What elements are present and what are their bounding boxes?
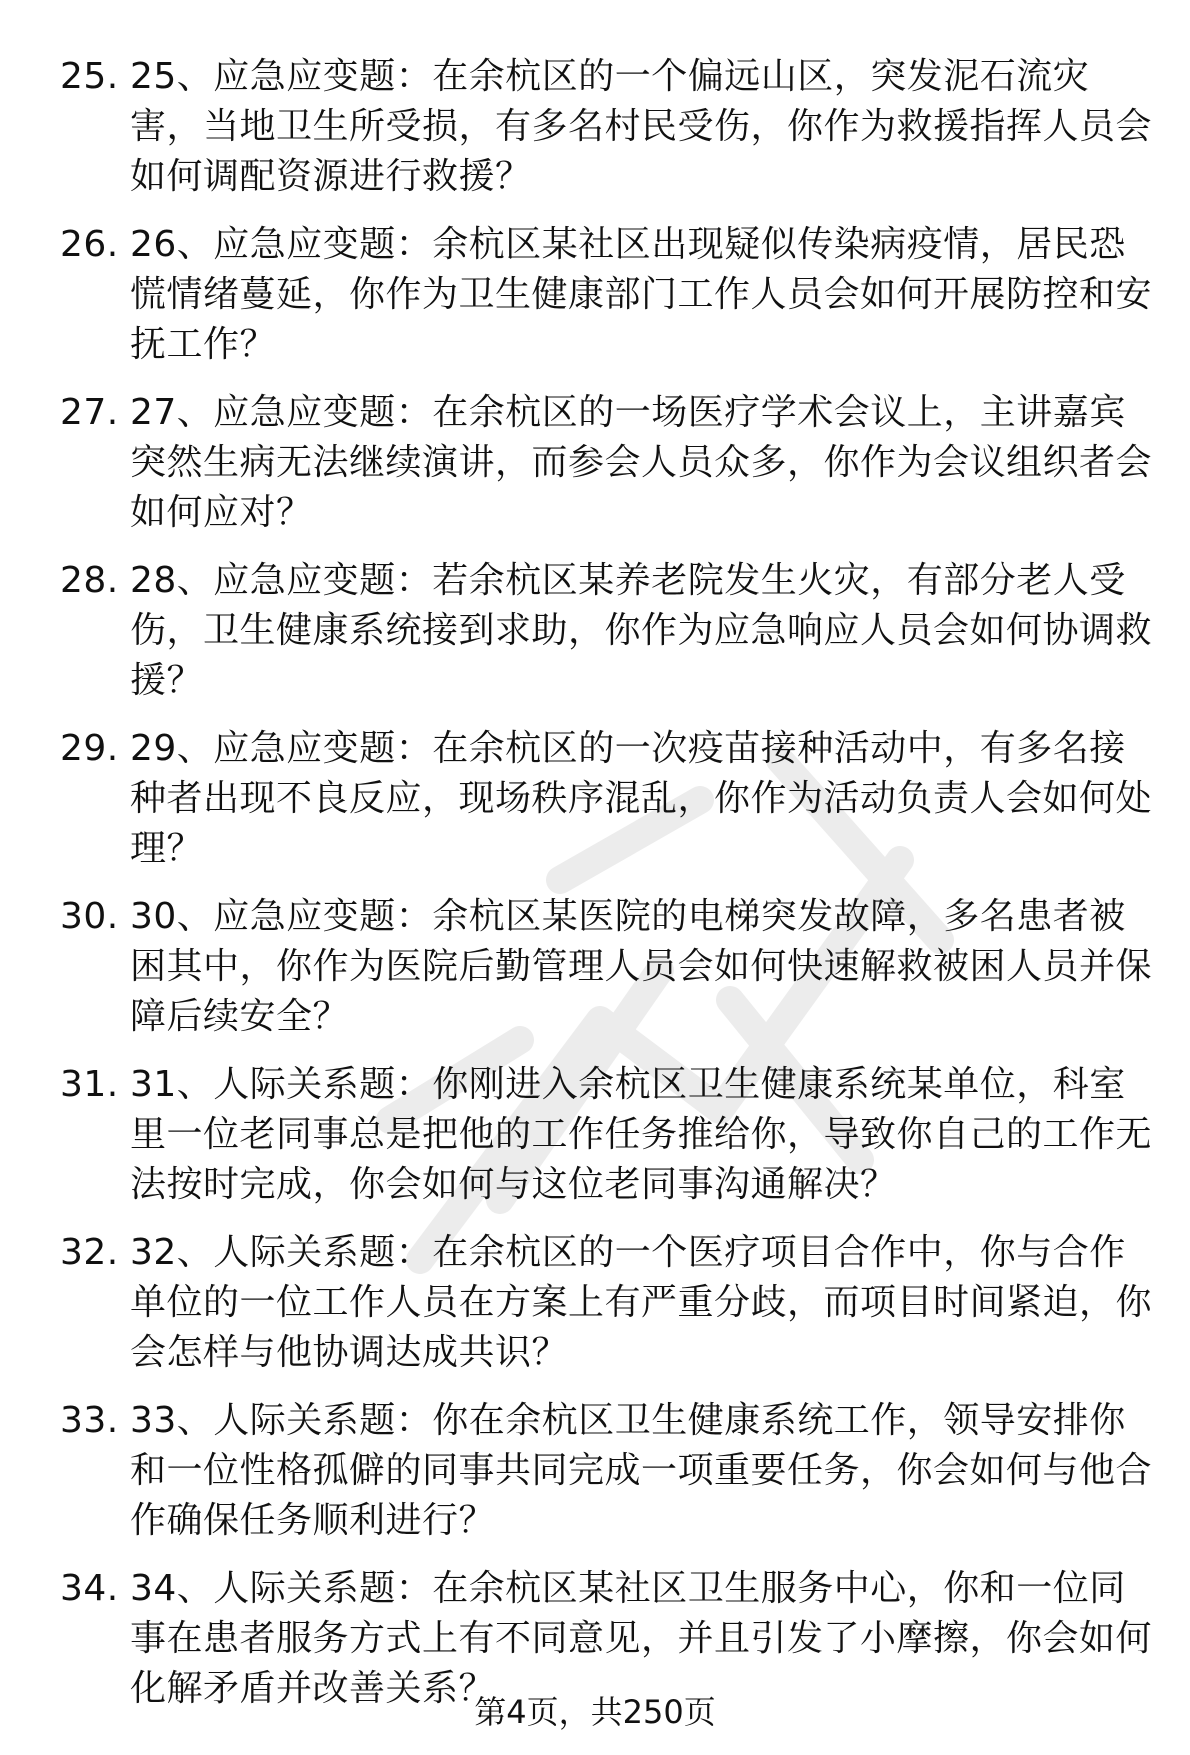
list-item: [60, 388, 1160, 538]
list-item: [60, 556, 1160, 706]
list-item: [60, 1060, 1160, 1210]
question-text: 27、应急应变题：在余杭区的一场医疗学术会议上，主讲嘉宾突然生病无法继续演讲，而参会人员众多，你作为会议组织者会如何应对？: [130, 392, 1153, 533]
item-number: 31.: [60, 1064, 119, 1105]
item-number: 29.: [60, 728, 119, 769]
list-item: [60, 724, 1160, 874]
question-text: 29、应急应变题：在余杭区的一次疫苗接种活动中，有多名接种者出现不良反应，现场秩序混乱，你作为活动负责人会如何处理？: [130, 728, 1153, 869]
item-number: 32.: [60, 1232, 119, 1273]
item-number: 26.: [60, 224, 119, 265]
question-text: 26、应急应变题：余杭区某社区出现疑似传染病疫情，居民恐慌情绪蔓延，你作为卫生健康部门工作人员会如何开展防控和安抚工作？: [130, 224, 1153, 365]
item-number: 28.: [60, 560, 119, 601]
question-text: 32、人际关系题：在余杭区的一个医疗项目合作中，你与合作单位的一位工作人员在方案上有严重分歧，而项目时间紧迫，你会怎样与他协调达成共识？: [130, 1232, 1153, 1373]
question-text: 28、应急应变题：若余杭区某养老院发生火灾，有部分老人受伤，卫生健康系统接到求助，你作为应急响应人员会如何协调救援？: [130, 560, 1153, 701]
item-number: 27.: [60, 392, 119, 433]
question-text: 34、人际关系题：在余杭区某社区卫生服务中心，你和一位同事在患者服务方式上有不同意见，并且引发了小摩擦，你会如何化解矛盾并改善关系？: [130, 1568, 1153, 1709]
item-number: 25.: [60, 56, 119, 97]
list-item: [60, 220, 1160, 370]
question-text: 25、应急应变题：在余杭区的一个偏远山区，突发泥石流灾害，当地卫生所受损，有多名村民受伤，你作为救援指挥人员会如何调配资源进行救援？: [130, 56, 1153, 197]
question-text: 33、人际关系题：你在余杭区卫生健康系统工作，领导安排你和一位性格孤僻的同事共同完成一项重要任务，你会如何与他合作确保任务顺利进行？: [130, 1400, 1153, 1541]
page-footer: 第4页，共250页: [474, 1693, 716, 1731]
list-item: [60, 1396, 1160, 1546]
item-number: 30.: [60, 896, 119, 937]
question-text: 30、应急应变题：余杭区某医院的电梯突发故障，多名患者被困其中，你作为医院后勤管理人员会如何快速解救被困人员并保障后续安全？: [130, 896, 1153, 1037]
item-number: 34.: [60, 1568, 119, 1609]
question-list: [60, 52, 1160, 1732]
item-number: 33.: [60, 1400, 119, 1441]
list-item: [60, 892, 1160, 1042]
question-text: 31、人际关系题：你刚进入余杭区卫生健康系统某单位，科室里一位老同事总是把他的工作任务推给你，导致你自己的工作无法按时完成，你会如何与这位老同事沟通解决？: [130, 1064, 1153, 1205]
list-item: [60, 1228, 1160, 1378]
list-item: [60, 52, 1160, 202]
